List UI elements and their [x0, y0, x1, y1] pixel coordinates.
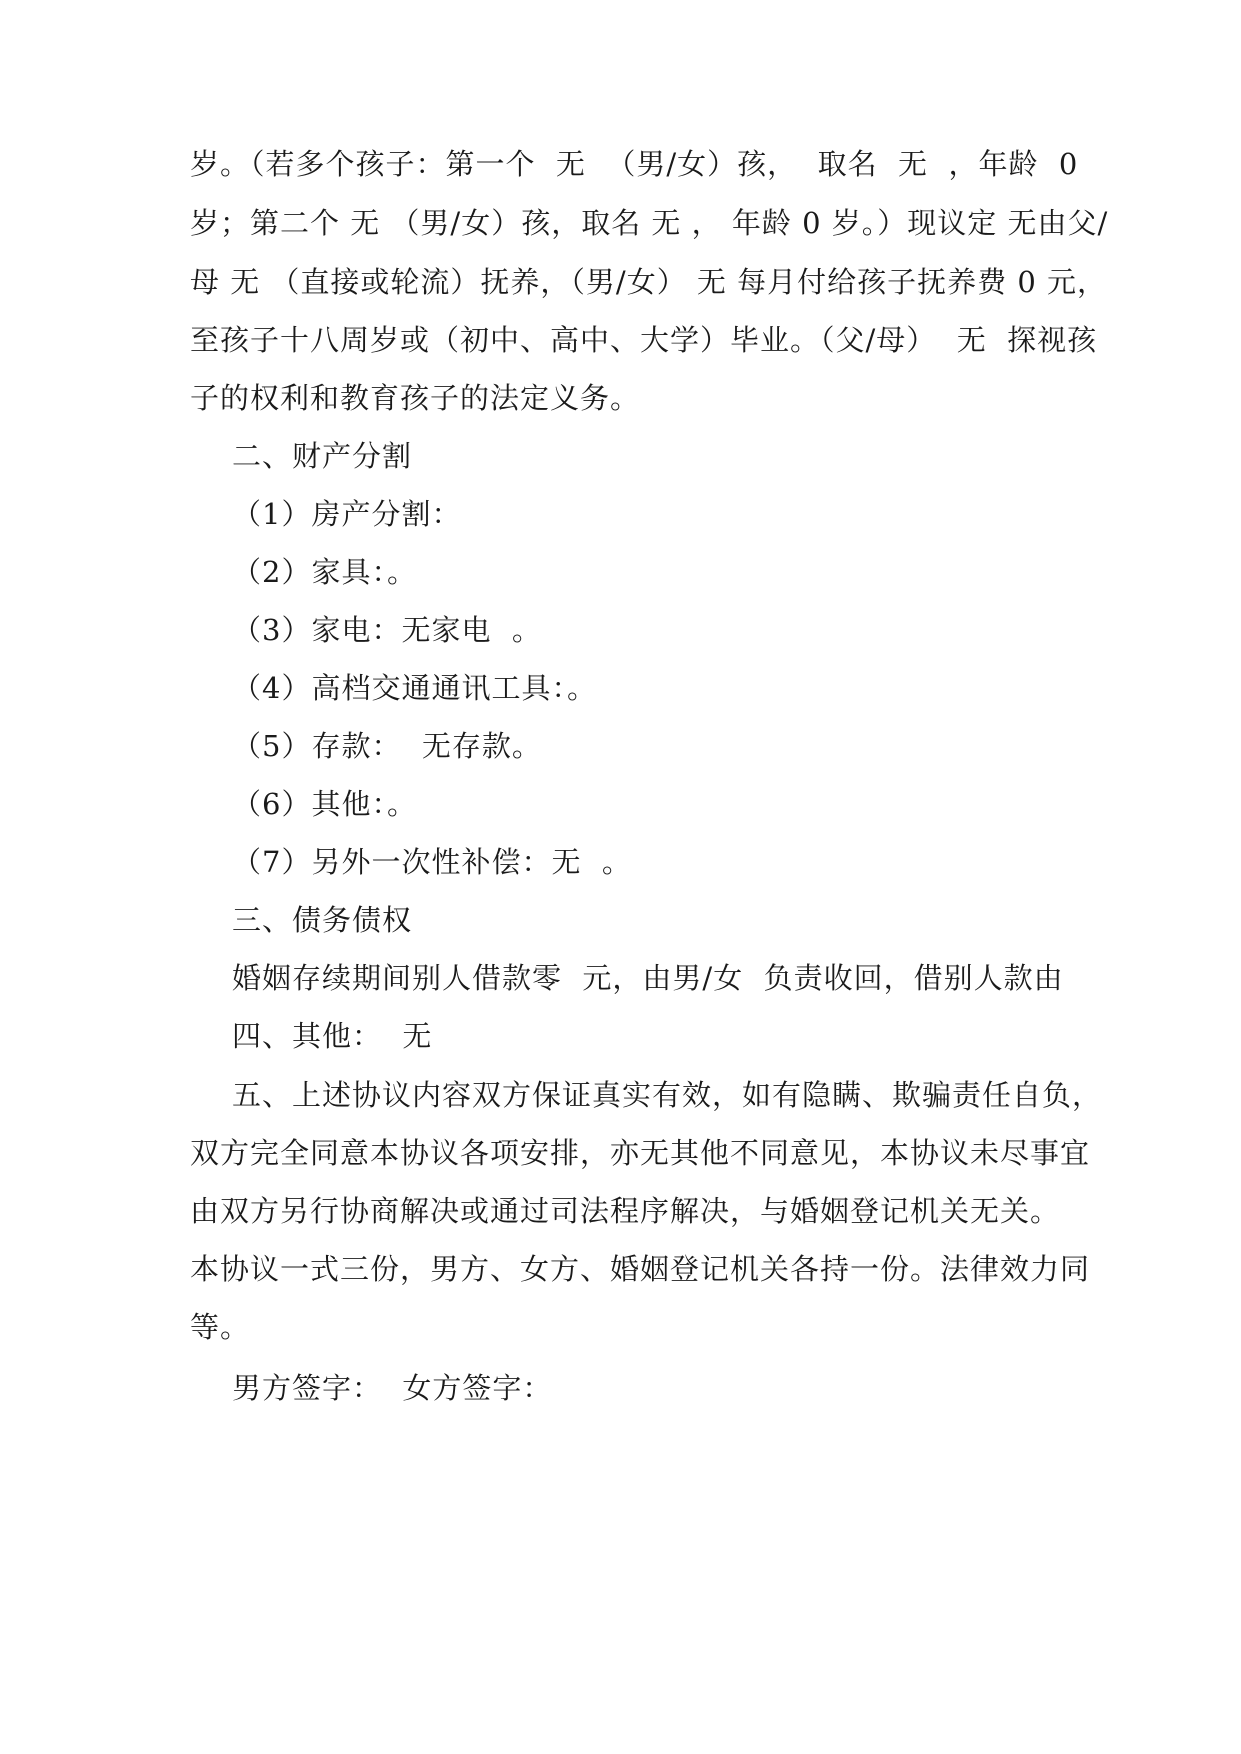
section-heading-debts: 三、债务债权: [232, 903, 413, 937]
child-paragraph-line-2: 岁；第二个 无 （男/女）孩，取名 无 ， 年龄 0 岁。）现议定 无由父/: [190, 206, 1109, 240]
child-paragraph-line-4: 至孩子十八周岁或（初中、高中、大学）毕业。（父/母） 无 探视孩: [190, 323, 1098, 357]
property-item: （3）家电：无家电 。: [232, 613, 542, 647]
property-item: （1）房产分割：: [232, 497, 462, 531]
property-item: （2）家具：。: [232, 555, 417, 589]
section-other: 四、其他： 无: [232, 1019, 433, 1053]
child-paragraph-line-1: 岁。（若多个孩子：第一个 无 （男/女）孩， 取名 无 ，年龄 0: [190, 147, 1079, 181]
section5-line-4: 本协议一式三份，男方、女方、婚姻登记机关各持一份。法律效力同: [190, 1252, 1091, 1286]
section-heading-property: 二、财产分割: [232, 439, 413, 473]
section5-line-2: 双方完全同意本协议各项安排，亦无其他不同意见，本协议未尽事宜: [190, 1136, 1091, 1170]
child-paragraph-line-5: 子的权利和教育孩子的法定义务。: [190, 381, 641, 415]
child-paragraph-line-3: 母 无 （直接或轮流）抚养，（男/女） 无 每月付给孩子抚养费 0 元，: [190, 265, 1108, 299]
signature-line: 男方签字： 女方签字：: [232, 1371, 553, 1405]
property-item: （4）高档交通通讯工具：。: [232, 671, 597, 705]
section5-line-1: 五、上述协议内容双方保证真实有效，如有隐瞒、欺骗责任自负，: [232, 1078, 1103, 1112]
property-item: （7）另外一次性补偿：无 。: [232, 845, 632, 879]
property-item: （5）存款： 无存款。: [232, 729, 542, 763]
section5-line-5: 等。: [190, 1310, 251, 1344]
property-item: （6）其他：。: [232, 787, 417, 821]
debts-text: 婚姻存续期间别人借款零 元，由男/女 负责收回，借别人款由: [232, 961, 1064, 995]
section5-line-3: 由双方另行协商解决或通过司法程序解决，与婚姻登记机关无关。: [190, 1194, 1061, 1228]
